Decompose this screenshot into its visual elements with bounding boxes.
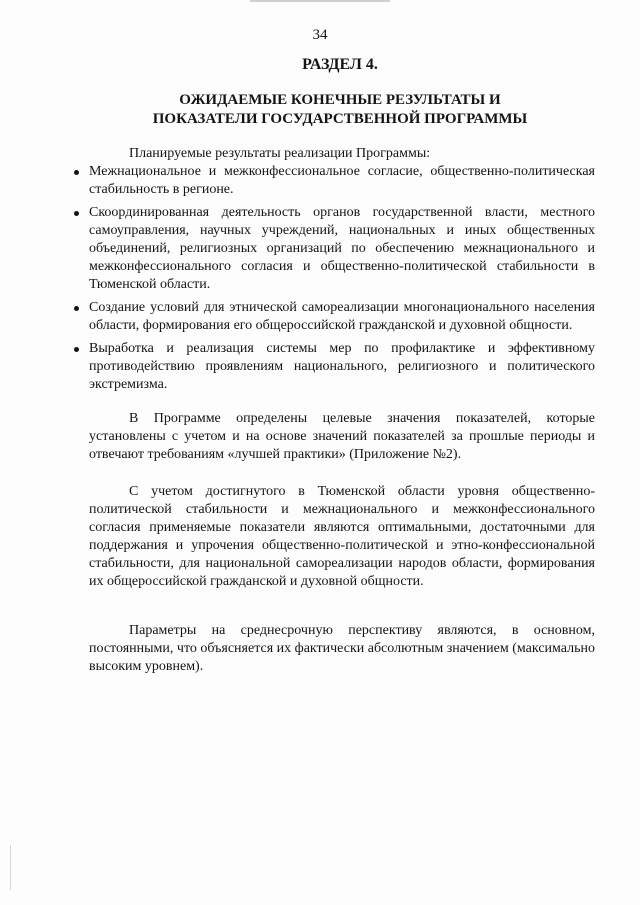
list-item	[89, 299, 595, 335]
bullet-icon	[74, 306, 79, 311]
paragraph-indicators: С учетом достигнутого в Тюменской области уровня общественно-политической стабильности и межнационального и межконфессионального согласия применяемые показатели являются оптимальными, достаточными для поддержания и упрочения общественно-политической и этно-конфессиональной стабильности, для национальной самореализации народов области, формирования их общероссийской гражданской и духовной общности.	[89, 484, 595, 589]
list-item	[89, 163, 595, 199]
paragraph-target-values: В Программе определены целевые значения показателей, которые установлены с учетом и на основе значений показателей за прошлые периоды и отвечают требованиям «лучшей практики» (Приложение №2).	[89, 411, 595, 462]
heading-line: ОЖИДАЕМЫЕ КОНЕЧНЫЕ РЕЗУЛЬТАТЫ И	[179, 92, 501, 108]
list-item-text: Создание условий для этнической самореализации многонационального населения области, формирования его общероссийской гражданской и духовной общности.	[89, 300, 595, 333]
list-item	[89, 340, 595, 394]
list-item-text: Выработка и реализация системы мер по профилактике и эффективному противодействию проявлениям национального, религиозного и политического экстремизма.	[89, 341, 595, 392]
paragraph-parameters: Параметры на среднесрочную перспективу являются, в основном, постоянными, что объясняется их фактически абсолютным значением (максимально высоким уровнем).	[89, 623, 596, 674]
section-heading	[0, 91, 640, 129]
page-number: 34	[312, 27, 328, 43]
list-item-text: Скоординированная деятельность органов государственной власти, местного самоуправления, научных учреждений, национальных и иных общественных объединений, религиозных организаций по обеспечению межнационального и межконфессионального согласия и общественно-политической стабильности в Тюменской области.	[89, 205, 595, 292]
list-item-text: Межнациональное и межконфессиональное согласие, общественно-политическая стабильность в регионе.	[89, 164, 595, 197]
scan-edge-top	[250, 0, 390, 2]
scan-edge-left	[10, 845, 11, 890]
list-item	[89, 204, 595, 294]
bullet-icon	[74, 170, 79, 175]
bullet-icon	[74, 211, 79, 216]
section-title: РАЗДЕЛ 4.	[302, 56, 378, 73]
results-list	[89, 163, 595, 399]
results-intro: Планируемые результаты реализации Программы:	[129, 146, 431, 161]
heading-line: ПОКАЗАТЕЛИ ГОСУДАРСТВЕННОЙ ПРОГРАММЫ	[152, 111, 528, 127]
bullet-icon	[74, 347, 79, 352]
